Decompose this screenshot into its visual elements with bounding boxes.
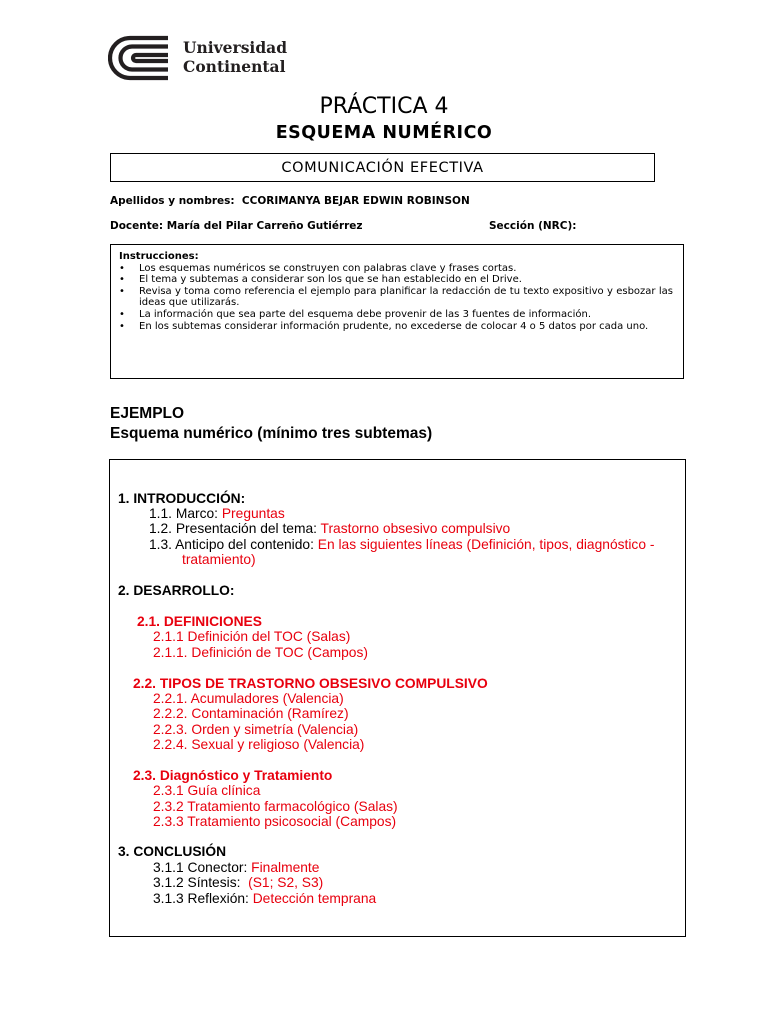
outline-item: 1.1. Marco: Preguntas bbox=[149, 506, 285, 521]
outline-item: 3.1.3 Reflexión: Detección temprana bbox=[153, 891, 377, 906]
example-heading: EJEMPLO bbox=[110, 405, 185, 422]
instruction-item: • El tema y subtemas a considerar son los que se han establecido en el Drive. bbox=[119, 274, 673, 286]
outline-subitem: 2.1.1. Definición de TOC (Campos) bbox=[153, 645, 368, 660]
outline-item-continuation: tratamiento) bbox=[182, 552, 256, 567]
instructions-box bbox=[110, 244, 684, 379]
instructions-heading: Instrucciones: bbox=[119, 251, 199, 262]
outline-section-title: 2.1. DEFINICIONES bbox=[137, 614, 262, 629]
page-subtitle: ESQUEMA NUMÉRICO bbox=[275, 123, 493, 143]
outline-section-title: 2.3. Diagnóstico y Tratamiento bbox=[133, 768, 333, 783]
university-logo bbox=[108, 34, 298, 82]
instruction-item: • Los esquemas numéricos se construyen con palabras clave y frases cortas. bbox=[119, 263, 673, 275]
example-subheading: Esquema numérico (mínimo tres subtemas) bbox=[110, 425, 433, 442]
outline-subitem: 2.2.1. Acumuladores (Valencia) bbox=[153, 691, 344, 706]
example-outline-box bbox=[109, 459, 686, 937]
outline-subitem: 2.2.2. Contaminación (Ramírez) bbox=[153, 706, 349, 721]
teacher-name: Docente: María del Pilar Carreño Gutiérrez bbox=[110, 220, 363, 232]
outline-subitem: 2.2.3. Orden y simetría (Valencia) bbox=[153, 722, 359, 737]
outline-item: 3.1.1 Conector: Finalmente bbox=[153, 860, 320, 875]
outline-item: 3.1.2 Síntesis: (S1; S2, S3) bbox=[153, 875, 324, 890]
outline-subitem: 2.2.4. Sexual y religioso (Valencia) bbox=[153, 737, 365, 752]
outline-subitem: 2.3.2 Tratamiento farmacológico (Salas) bbox=[153, 799, 398, 814]
university-name: Universidad Continental bbox=[183, 38, 288, 76]
instruction-item: • La información que sea parte del esquema debe provenir de las 3 fuentes de información. bbox=[119, 309, 673, 321]
outline-conclusion-title: 3. CONCLUSIÓN bbox=[118, 844, 227, 859]
section-nrc: Sección (NRC): bbox=[489, 220, 577, 232]
course-name: COMUNICACIÓN EFECTIVA bbox=[110, 153, 655, 182]
outline-section-title: 2.2. TIPOS DE TRASTORNO OBSESIVO COMPULSIVO bbox=[133, 676, 488, 691]
instruction-item: • Revisa y toma como referencia el ejemplo para planificar la redacción de tu texto expositivo y esbozar las ideas que utilizarás. bbox=[119, 286, 673, 309]
page-title: PRÁCTICA 4 bbox=[319, 94, 449, 119]
university-logo-icon bbox=[108, 34, 176, 82]
instruction-item: • En los subtemas considerar información prudente, no excederse de colocar 4 o 5 datos por cada uno. bbox=[119, 321, 673, 333]
instructions-list bbox=[119, 263, 673, 333]
outline-subitem: 2.3.3 Tratamiento psicosocial (Campos) bbox=[153, 814, 397, 829]
student-name-value: CCORIMANYA BEJAR EDWIN ROBINSON bbox=[241, 195, 470, 207]
outline-dev-title: 2. DESARROLLO: bbox=[118, 583, 235, 598]
outline-subitem: 2.3.1 Guía clínica bbox=[153, 783, 261, 798]
outline-item: 1.3. Anticipo del contenido: En las siguientes líneas (Definición, tipos, diagnóstico - bbox=[149, 537, 655, 552]
outline-intro-title: 1. INTRODUCCIÓN: bbox=[118, 491, 246, 506]
student-name-label: Apellidos y nombres: bbox=[110, 195, 235, 207]
outline-item: 1.2. Presentación del tema: Trastorno obsesivo compulsivo bbox=[149, 521, 511, 536]
student-name-row bbox=[110, 195, 470, 207]
outline-subitem: 2.1.1 Definición del TOC (Salas) bbox=[153, 629, 351, 644]
